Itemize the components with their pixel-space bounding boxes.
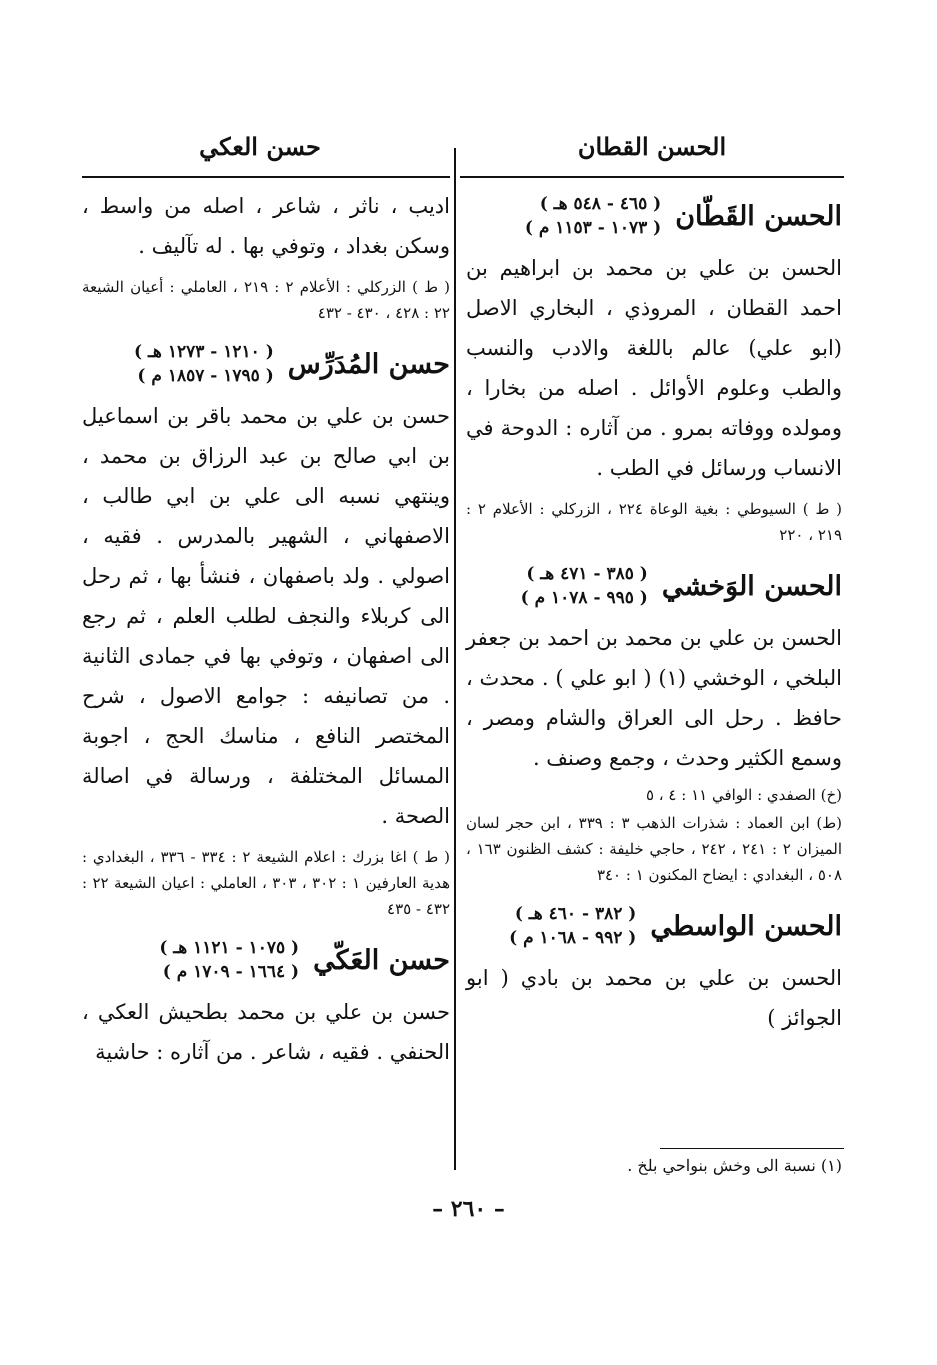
date-hijri: ( ٣٨٢ - ٤٦٠ هـ )	[514, 904, 637, 924]
entry-dates	[509, 902, 636, 950]
entry-name: الحسن القَطّان	[675, 200, 842, 232]
entry-body: الحسن بن علي بن محمد بن بادي ( ابو الجوائز )	[466, 966, 842, 1030]
entry-heading	[82, 340, 450, 388]
date-hijri: ( ٤٦٥ - ٥٤٨ هـ )	[539, 194, 662, 214]
entry-name: الحسن الوَخشي	[661, 570, 842, 602]
right-column	[466, 186, 842, 1038]
entry-name: حسن العَكّي	[313, 944, 450, 976]
entry-body: حسن بن علي بن محمد باقر بن اسماعيل بن ابي صالح بن عبد الرزاق بن محمد ، وينتهي نسبه الى علي بن ابي طالب ، الاصفهاني ، الشهير بالمدرس . فقيه ، اصولي . ولد باصفهان ، فنشأ بها ، ثم رحل الى كربلاء والنجف لطلب العلم ، ثم رجع الى اصفهان ، وتوفي بها في جمادى الثانية . من تصانيفه : جوامع الاصول ، شرح المختصر النافع ، مناسك الحج ، اجوبة المسائل المختلفة ، ورسالة في اصالة الصحة .	[82, 404, 450, 828]
entry-source: (خ) الصفدي : الوافي ١١ : ٤ ، ٥	[645, 786, 842, 804]
date-gregorian: ( ١٦٦٤ - ١٧٠٩ م )	[162, 962, 300, 982]
entry-source: ( ط ) الزركلي : الأعلام ٢ : ٢١٩ ، العاملي : أعيان الشيعة ٢٢ : ٤٢٨ ، ٤٣٠ - ٤٣٢	[82, 278, 451, 322]
entry-body: اديب ، ناثر ، شاعر ، اصله من واسط ، وسكن بغداد ، وتوفي بها . له تآليف .	[82, 194, 450, 258]
entry-source: ( ط ) السيوطي : بغية الوعاة ٢٢٤ ، الزركلي : الأعلام ٢ : ٢١٩ ، ٢٢٠	[466, 500, 843, 544]
entry-source: ( ط ) اغا بزرك : اعلام الشيعة ٢ : ٣٣٤ - ٣٣٦ ، البغدادي : هدية العارفين ١ : ٣٠٢ ، ٣٠٣ ، العاملي : اعيان الشيعة ٢٢ : ٤٣٢ - ٤٣٥	[82, 848, 450, 918]
entry-heading	[466, 902, 842, 950]
right-running-header: الحسن القطان	[577, 132, 727, 161]
right-header-rule	[460, 176, 844, 178]
entry-dates	[521, 562, 648, 610]
entry-source: (ط) ابن العماد : شذرات الذهب ٣ : ٣٣٩ ، ابن حجر لسان الميزان ٢ : ٢٤١ ، ٢٤٢ ، حاجي خليفة : كشف الظنون ١٦٣ ، ٥٠٨ ، البغدادي : ايضاح المكنون ١ : ٣٤٠	[466, 814, 843, 884]
date-gregorian: ( ٩٩٥ - ١٠٧٨ م )	[520, 588, 648, 608]
left-column	[82, 186, 450, 1072]
left-running-header: حسن العكي	[199, 132, 321, 161]
entry-name: حسن المُدَرِّس	[287, 348, 450, 380]
entry-body: الحسن بن علي بن محمد بن احمد بن جعفر البلخي ، الوخشي (١) ( ابو علي ) . محدث ، حافظ . رحل الى العراق والشام ومصر ، وسمع الكثير وحدث ، وجمع وصنف .	[466, 626, 842, 770]
date-hijri: ( ١٢١٠ - ١٢٧٣ هـ )	[133, 342, 274, 362]
footnote: (١) نسبة الى وخش بنواحي بلخ .	[627, 1156, 842, 1175]
column-divider	[454, 148, 456, 1170]
left-header-rule	[82, 176, 450, 178]
date-hijri: ( ١٠٧٥ - ١١٢١ هـ )	[159, 938, 300, 958]
entry-body: حسن بن علي بن محمد بطحيش العكي ، الحنفي . فقيه ، شاعر . من آثاره : حاشية	[82, 1000, 450, 1064]
entry-dates	[159, 936, 299, 984]
entry-name: الحسن الواسطي	[650, 910, 842, 942]
entry-heading	[466, 192, 842, 240]
page-number: – ٢٦٠ –	[432, 1196, 505, 1222]
entry-dates	[134, 340, 274, 388]
date-gregorian: ( ١٧٩٥ - ١٨٥٧ م )	[137, 366, 274, 386]
entry-heading	[466, 562, 842, 610]
entry-body: الحسن بن علي بن محمد بن ابراهيم بن احمد القطان ، المروذي ، البخاري الاصل (ابو علي) عالم باللغة والادب والنسب والطب وعلوم الأوائل . اصله من بخارا ، ومولده ووفاته بمرو . من آثاره : الدوحة في الانساب ورسائل في الطب .	[466, 256, 842, 480]
footnote-rule	[660, 1148, 844, 1149]
entry-dates	[525, 192, 661, 240]
date-hijri: ( ٣٨٥ - ٤٧١ هـ )	[526, 564, 648, 584]
date-gregorian: ( ١٠٧٣ - ١١٥٣ م )	[524, 218, 662, 238]
entry-heading	[82, 936, 450, 984]
date-gregorian: ( ٩٩٢ - ١٠٦٨ م )	[509, 928, 637, 948]
